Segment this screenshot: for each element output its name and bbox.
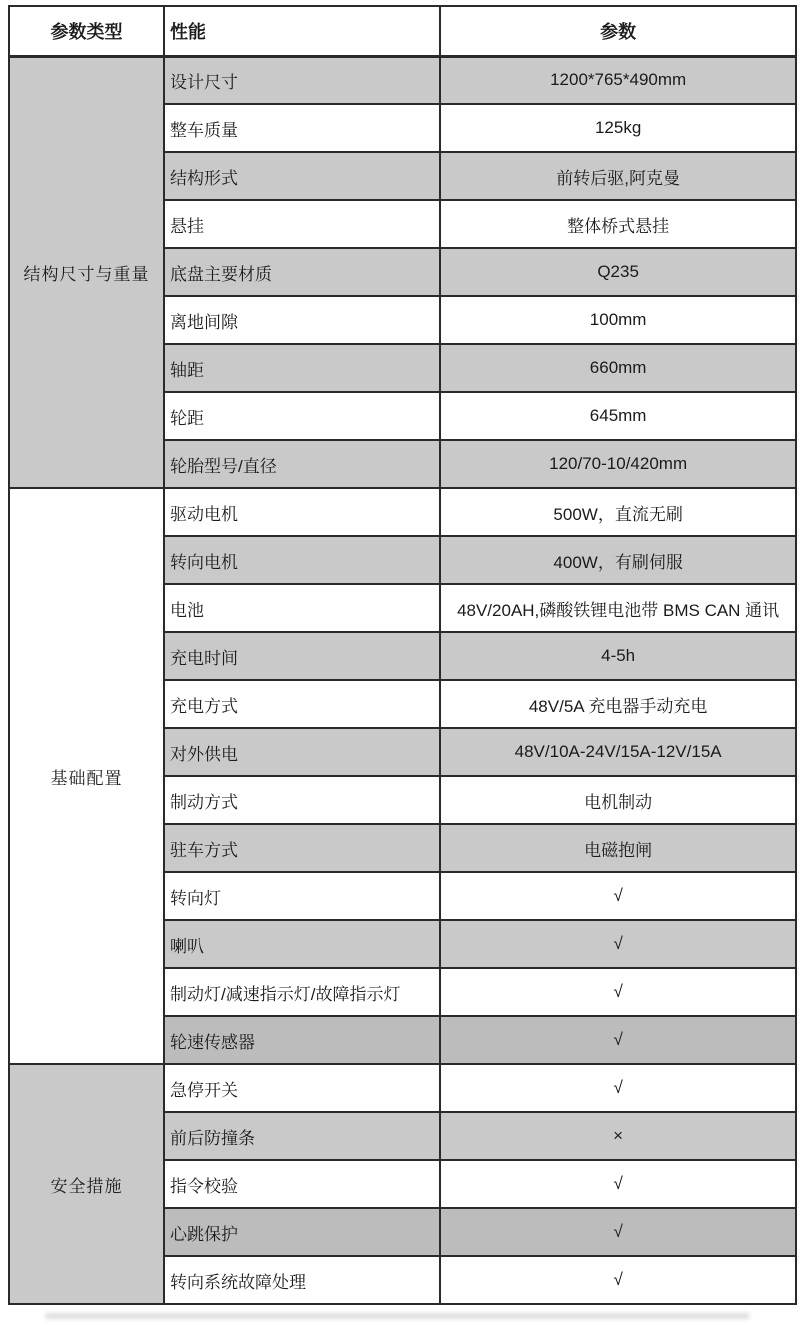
feature-cell: 心跳保护 — [164, 1208, 440, 1256]
value-cell: Q235 — [440, 248, 796, 296]
value-cell: 前转后驱,阿克曼 — [440, 152, 796, 200]
feature-cell: 整车质量 — [164, 104, 440, 152]
header-performance: 性能 — [164, 6, 440, 56]
value-cell: 1200*765*490mm — [440, 56, 796, 104]
value-cell: 660mm — [440, 344, 796, 392]
feature-cell: 轮胎型号/直径 — [164, 440, 440, 488]
value-cell: 125kg — [440, 104, 796, 152]
page-edge-artifact — [45, 1313, 750, 1319]
value-cell: 整体桥式悬挂 — [440, 200, 796, 248]
feature-cell: 轴距 — [164, 344, 440, 392]
value-cell: √ — [440, 1256, 796, 1304]
feature-cell: 离地间隙 — [164, 296, 440, 344]
value-cell: √ — [440, 968, 796, 1016]
value-cell: √ — [440, 1208, 796, 1256]
value-cell: 400W，有刷伺服 — [440, 536, 796, 584]
feature-cell: 底盘主要材质 — [164, 248, 440, 296]
group-cell-safety: 安全措施 — [9, 1064, 164, 1304]
value-cell: 电机制动 — [440, 776, 796, 824]
value-cell: √ — [440, 1064, 796, 1112]
value-cell: 48V/20AH,磷酸铁锂电池带 BMS CAN 通讯 — [440, 584, 796, 632]
header-param-type: 参数类型 — [9, 6, 164, 56]
feature-cell: 对外供电 — [164, 728, 440, 776]
value-cell: 48V/5A 充电器手动充电 — [440, 680, 796, 728]
feature-cell: 急停开关 — [164, 1064, 440, 1112]
group-cell-base-config: 基础配置 — [9, 488, 164, 1064]
header-parameter: 参数 — [440, 6, 796, 56]
feature-cell: 驻车方式 — [164, 824, 440, 872]
feature-cell: 充电时间 — [164, 632, 440, 680]
feature-cell: 电池 — [164, 584, 440, 632]
feature-cell: 指令校验 — [164, 1160, 440, 1208]
spec-table — [8, 5, 797, 1305]
table-row — [9, 1064, 796, 1112]
value-cell: 48V/10A-24V/15A-12V/15A — [440, 728, 796, 776]
table-row — [9, 488, 796, 536]
feature-cell: 充电方式 — [164, 680, 440, 728]
value-cell: √ — [440, 872, 796, 920]
feature-cell: 转向灯 — [164, 872, 440, 920]
feature-cell: 轮速传感器 — [164, 1016, 440, 1064]
feature-cell: 前后防撞条 — [164, 1112, 440, 1160]
feature-cell: 悬挂 — [164, 200, 440, 248]
value-cell: 100mm — [440, 296, 796, 344]
value-cell: 4-5h — [440, 632, 796, 680]
header-row — [9, 6, 796, 56]
feature-cell: 设计尺寸 — [164, 56, 440, 104]
feature-cell: 制动方式 — [164, 776, 440, 824]
feature-cell: 转向系统故障处理 — [164, 1256, 440, 1304]
value-cell: × — [440, 1112, 796, 1160]
group-cell-structure: 结构尺寸与重量 — [9, 56, 164, 488]
value-cell: √ — [440, 1160, 796, 1208]
value-cell: 645mm — [440, 392, 796, 440]
value-cell: √ — [440, 1016, 796, 1064]
value-cell: √ — [440, 920, 796, 968]
value-cell: 500W，直流无刷 — [440, 488, 796, 536]
feature-cell: 制动灯/减速指示灯/故障指示灯 — [164, 968, 440, 1016]
value-cell: 120/70-10/420mm — [440, 440, 796, 488]
value-cell: 电磁抱闸 — [440, 824, 796, 872]
feature-cell: 喇叭 — [164, 920, 440, 968]
table-row — [9, 56, 796, 104]
feature-cell: 驱动电机 — [164, 488, 440, 536]
feature-cell: 轮距 — [164, 392, 440, 440]
feature-cell: 转向电机 — [164, 536, 440, 584]
feature-cell: 结构形式 — [164, 152, 440, 200]
